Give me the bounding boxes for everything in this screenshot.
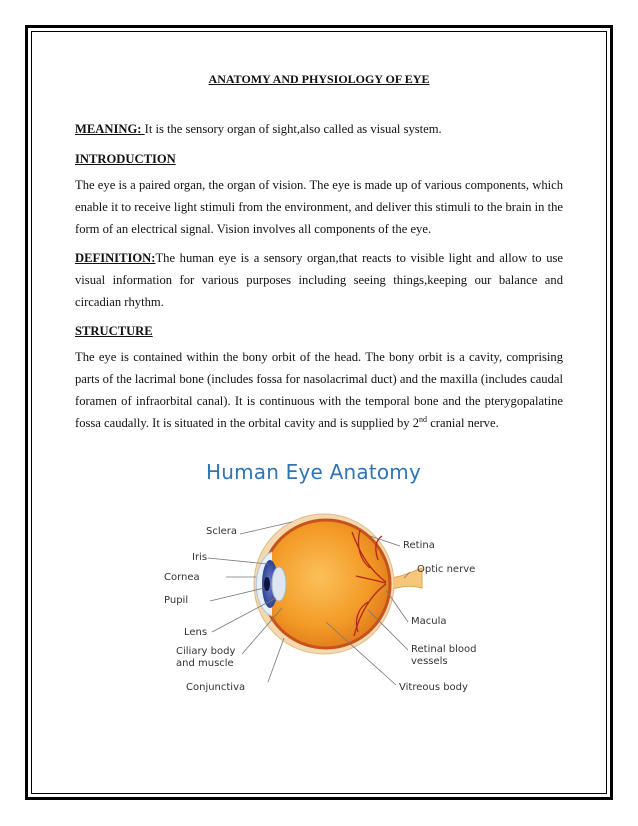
label-iris: Iris bbox=[192, 552, 208, 563]
document-title: ANATOMY AND PHYSIOLOGY OF EYE bbox=[208, 72, 430, 86]
label-optic-nerve: Optic nerve bbox=[417, 564, 476, 575]
document-body bbox=[75, 70, 563, 441]
label-ciliary-1: Ciliary body bbox=[176, 646, 236, 657]
label-pupil: Pupil bbox=[164, 595, 189, 606]
introduction-heading: INTRODUCTION bbox=[75, 152, 176, 166]
structure-superscript: nd bbox=[419, 414, 428, 424]
label-retina: Retina bbox=[403, 540, 435, 551]
label-cornea: Cornea bbox=[164, 572, 200, 583]
label-lens: Lens bbox=[184, 627, 208, 638]
label-macula: Macula bbox=[411, 616, 447, 627]
structure-paragraph bbox=[75, 346, 563, 434]
figure-title: Human Eye Anatomy bbox=[206, 460, 422, 484]
label-conjunctiva: Conjunctiva bbox=[186, 682, 246, 693]
definition-paragraph bbox=[75, 247, 563, 313]
eye-anatomy-figure bbox=[160, 460, 490, 700]
meaning-heading: MEANING: bbox=[75, 122, 145, 136]
label-retinal-2: vessels bbox=[411, 656, 448, 667]
meaning-paragraph bbox=[75, 118, 563, 140]
label-sclera: Sclera bbox=[206, 526, 238, 537]
structure-text-end: cranial nerve. bbox=[427, 416, 499, 430]
pupil-shape bbox=[264, 577, 270, 591]
label-retinal-1: Retinal blood bbox=[411, 644, 477, 655]
lens-shape bbox=[272, 567, 286, 601]
definition-heading: DEFINITION: bbox=[75, 251, 156, 265]
structure-text: The eye is contained within the bony orbit of the head. The bony orbit is a cavity, comprising parts of the lacrimal bone (includes fossa for nasolacrimal duct) and the maxilla (includes caudal foramen of infraorbital canal). It is continuous with the temporal bone and the pterygopalatine fossa caudally. It is situated in the orbital cavity and is supplied by 2 bbox=[75, 350, 563, 430]
label-vitreous: Vitreous body bbox=[399, 682, 468, 693]
definition-text: The human eye is a sensory organ,that reacts to visible light and allow to use visual information for various purposes including seeing things,keeping our balance and circadian rhythm. bbox=[75, 251, 563, 309]
meaning-text: It is the sensory organ of sight,also called as visual system. bbox=[144, 122, 442, 136]
label-ciliary-2: and muscle bbox=[176, 658, 234, 669]
introduction-paragraph: The eye is a paired organ, the organ of vision. The eye is made up of various components, which enable it to receive light stimuli from the environment, and deliver this stimuli to the brain in the form of an electrical signal. Vision involves all components of the eye. bbox=[75, 178, 563, 236]
structure-heading: STRUCTURE bbox=[75, 324, 153, 338]
